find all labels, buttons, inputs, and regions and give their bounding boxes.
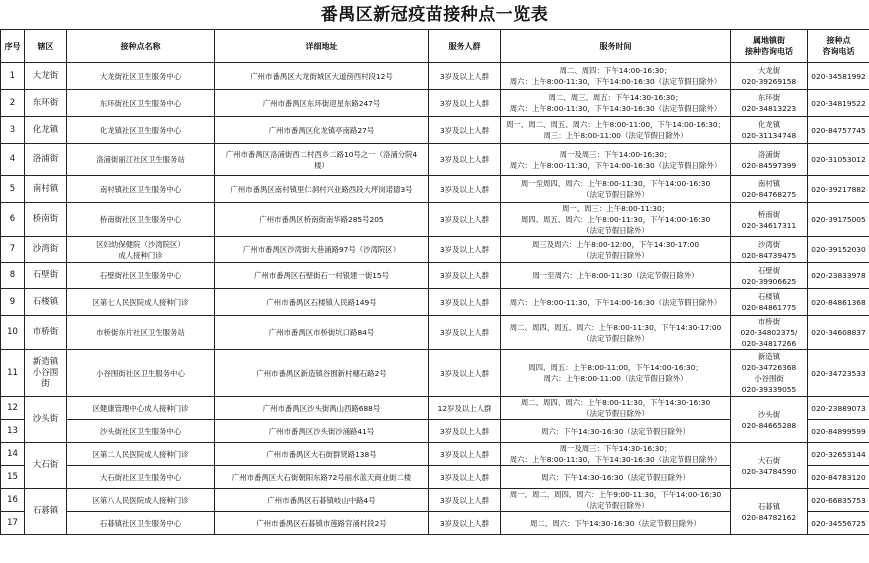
service-time-cell-line: 周六：下午14:30-16:30（法定节假日除外） <box>541 472 690 482</box>
service-time-cell-line: 周六：上午8:00-11:30，下午14:30-16:30（法定节假日除外） <box>509 455 722 464</box>
local-contact-cell-line: 020-34726368 <box>741 363 797 372</box>
local-contact-cell-line: 020-34817266 <box>741 339 797 348</box>
row-number: 1 <box>1 63 25 90</box>
address-cell-line: 广州市番禺区大龙街城区大道傍西村段12号 <box>250 71 393 81</box>
local-contact-cell-line: 020-39339055 <box>741 385 797 394</box>
row-number: 12 <box>1 397 25 420</box>
site-name-cell <box>67 90 215 117</box>
address-cell-line: 广州市番禺区石楼镇人民路149号 <box>266 297 377 307</box>
area-cell-line: 小谷围 <box>32 367 59 378</box>
area-cell <box>25 316 67 350</box>
service-time-cell-line: （法定节假日除外） <box>582 226 649 235</box>
site-name-cell <box>67 466 215 489</box>
local-contact-cell <box>731 316 808 350</box>
service-time-cell-line: 周一、周三：上午8:00-11:30； <box>561 204 670 213</box>
service-time-cell-line: 周六：上午8:00-11:30，下午14:00-16:30（法定节假日除外） <box>509 160 722 170</box>
service-time-cell-line: 周一及周三：下午14:30-16:30； <box>559 444 672 453</box>
site-name-cell <box>67 144 215 176</box>
table-row <box>1 397 869 420</box>
local-contact-cell-line: 020-34813223 <box>741 104 797 113</box>
row-number: 13 <box>1 420 25 443</box>
row-number: 5 <box>1 176 25 203</box>
area-cell <box>25 350 67 397</box>
header-tel-line: 接种点 <box>826 36 851 45</box>
site-name-cell-line: 区第八人民医院成人接种门诊 <box>92 495 189 505</box>
local-contact-cell <box>731 117 808 144</box>
site-name-cell <box>67 420 215 443</box>
service-time-cell <box>501 512 731 535</box>
site-name-cell <box>67 512 215 535</box>
local-contact-cell <box>731 397 808 443</box>
table-row <box>1 443 869 466</box>
site-phone-cell: 020-31053012 <box>808 144 869 176</box>
table-row <box>1 289 869 316</box>
local-contact-cell-line: 化龙镇 <box>757 120 781 129</box>
row-number: 4 <box>1 144 25 176</box>
service-time-cell-line: 周二、周六：下午14:30-16:30（法定节假日除外） <box>530 518 701 528</box>
area-cell-line: 化龙镇 <box>32 124 59 135</box>
header-row <box>1 30 869 63</box>
address-cell <box>215 144 429 176</box>
area-cell-line: 石楼镇 <box>32 296 59 307</box>
address-cell <box>215 203 429 237</box>
address-cell-line: 广州市番禺区新造镇谷围新村穗石路2号 <box>256 368 387 378</box>
service-time-cell-line: 周一至周四、周六：上午8:00-11:30，下午14:00-16:30 <box>520 179 711 188</box>
service-group-cell: 12岁及以上人群 <box>429 397 501 420</box>
local-contact-cell <box>731 90 808 117</box>
area-cell-line: 石碁镇 <box>32 506 59 516</box>
site-name-cell-line: 区健康管理中心成人接种门诊 <box>92 403 189 413</box>
area-cell-line: 南村镇 <box>32 183 59 194</box>
row-number: 15 <box>1 466 25 489</box>
local-contact-cell-line: 桥南街 <box>757 209 781 219</box>
service-time-cell-line: 周四、周五：上午8:00-11:00，下午14:00-16:30； <box>528 363 703 372</box>
service-group-cell: 3岁及以上人群 <box>429 63 501 90</box>
address-cell <box>215 237 429 263</box>
address-cell-line: 广州市番禺区大石街群贤路138号 <box>266 449 377 459</box>
local-contact-cell-line: 020-84768275 <box>741 190 797 199</box>
header-address: 详细地址 <box>215 30 429 63</box>
local-contact-cell-line: 020-84782162 <box>741 512 797 522</box>
site-phone-cell: 020-39152030 <box>808 237 869 263</box>
table-row <box>1 176 869 203</box>
service-time-cell-line: （法定节假日除外） <box>582 250 649 260</box>
area-cell-line: 大石街 <box>32 460 59 470</box>
service-time-cell <box>501 117 731 144</box>
local-contact-cell-line: 020-34784590 <box>741 466 797 476</box>
area-cell-line: 沙湾街 <box>32 244 59 254</box>
site-name-cell-line: 大龙街社区卫生服务中心 <box>99 71 182 81</box>
table-row <box>1 117 869 144</box>
local-contact-cell-line: 南村镇 <box>757 179 781 188</box>
row-number: 7 <box>1 237 25 263</box>
address-cell-line: 广州市番禺区石壁街石一村银建一街15号 <box>253 271 390 280</box>
site-name-cell <box>67 316 215 350</box>
service-group-cell: 3岁及以上人群 <box>429 420 501 443</box>
table-row <box>1 316 869 350</box>
site-name-cell-line: 东环街社区卫生服务中心 <box>99 98 182 108</box>
local-contact-cell-line: 大龙街 <box>757 66 781 75</box>
local-contact-cell-line: 020-84597399 <box>741 160 797 170</box>
site-name-cell-line: 成人接种门诊 <box>118 250 163 260</box>
address-cell-line: 楼） <box>314 160 329 170</box>
site-phone-cell: 020-84861368 <box>808 289 869 316</box>
header-contact-line: 属地镇街 <box>753 36 785 45</box>
area-cell <box>25 203 67 237</box>
local-contact-cell-line: 020-84665288 <box>741 420 797 430</box>
header-tel <box>808 30 869 63</box>
service-group-cell: 3岁及以上人群 <box>429 489 501 512</box>
local-contact-cell-line: 020-39906625 <box>741 276 797 286</box>
site-phone-cell: 020-32653144 <box>808 443 869 466</box>
table-row <box>1 350 869 397</box>
site-phone-cell: 020-23889073 <box>808 397 869 420</box>
site-phone-cell: 020-34608837 <box>808 316 869 350</box>
local-contact-cell <box>731 63 808 90</box>
local-contact-cell <box>731 350 808 397</box>
site-name-cell <box>67 397 215 420</box>
header-tel-line: 咨询电话 <box>822 47 855 56</box>
local-contact-cell-line: 沙头街 <box>757 409 781 419</box>
address-cell <box>215 176 429 203</box>
site-name-cell-line: 石壁街社区卫生服务中心 <box>99 271 182 280</box>
local-contact-cell-line: 沙湾街 <box>757 239 781 249</box>
site-phone-cell: 020-84899599 <box>808 420 869 443</box>
address-cell <box>215 420 429 443</box>
row-number: 14 <box>1 443 25 466</box>
address-cell-line: 广州市番禺区石碁镇岐山中路4号 <box>267 495 376 505</box>
address-cell-line: 广州市番禺区沙头街沙涌路41号 <box>268 426 375 436</box>
area-cell <box>25 489 67 535</box>
site-name-cell <box>67 176 215 203</box>
address-cell <box>215 63 429 90</box>
local-contact-cell-line: 020-84739475 <box>741 250 797 260</box>
local-contact-cell-line: 020-34617311 <box>741 220 797 230</box>
service-time-cell-line: （法定节假日除外） <box>582 501 649 510</box>
local-contact-cell-line: 石壁街 <box>757 265 781 275</box>
service-time-cell-line: 周二、周四、周五、周六：上午8:00-11:30，下午14:30-17:00 <box>509 322 722 332</box>
site-name-cell <box>67 489 215 512</box>
service-time-cell <box>501 316 731 350</box>
site-phone-cell: 020-84783120 <box>808 466 869 489</box>
site-name-cell <box>67 263 215 289</box>
service-time-cell <box>501 420 731 443</box>
site-name-cell <box>67 117 215 144</box>
address-cell-line: 广州市番禺区洛浦街西二村西乡二路10号之一（洛涌分院4 <box>225 149 418 159</box>
site-name-cell-line: 洛浦街丽江社区卫生服务站 <box>96 155 185 164</box>
local-contact-cell-line: 020-84861775 <box>741 303 797 312</box>
site-phone-cell: 020-84757745 <box>808 117 869 144</box>
local-contact-cell-line: 020-39269158 <box>741 77 797 86</box>
site-phone-cell: 020-34581992 <box>808 63 869 90</box>
local-contact-cell-line: 洛浦街 <box>757 149 781 159</box>
service-time-cell-line: 周二、周四：下午14:00-16:30； <box>559 66 672 75</box>
site-name-cell-line: 区妇幼保健院（沙湾院区） <box>96 239 185 249</box>
area-cell <box>25 144 67 176</box>
vaccination-sites-table <box>0 29 869 535</box>
header-group: 服务人群 <box>429 30 501 63</box>
local-contact-cell-line: 市桥街 <box>757 317 781 326</box>
address-cell-line: 广州市番禺区桥南街南华路285号205 <box>259 215 384 224</box>
header-time: 服务时间 <box>501 30 731 63</box>
site-name-cell-line: 石碁镇社区卫生服务中心 <box>99 518 182 528</box>
site-name-cell <box>67 350 215 397</box>
row-number: 3 <box>1 117 25 144</box>
site-name-cell-line: 市桥街东片社区卫生服务站 <box>96 328 185 337</box>
local-contact-cell <box>731 289 808 316</box>
address-cell <box>215 443 429 466</box>
service-time-cell-line: （法定节假日除外） <box>582 190 649 199</box>
service-group-cell: 3岁及以上人群 <box>429 117 501 144</box>
header-contact <box>731 30 808 63</box>
address-cell <box>215 263 429 289</box>
row-number: 11 <box>1 350 25 397</box>
address-cell-line: 广州市番禺区化龙镇亭南路27号 <box>268 125 375 135</box>
address-cell <box>215 512 429 535</box>
service-group-cell: 3岁及以上人群 <box>429 289 501 316</box>
service-group-cell: 3岁及以上人群 <box>429 176 501 203</box>
service-time-cell-line: 周六：上午8:00-11:00（法定节假日除外） <box>543 374 688 383</box>
address-cell <box>215 316 429 350</box>
site-name-cell <box>67 289 215 316</box>
service-group-cell: 3岁及以上人群 <box>429 263 501 289</box>
local-contact-cell-line: 小谷围街 <box>754 374 784 383</box>
local-contact-cell-line: 新造镇 <box>757 352 781 361</box>
area-cell <box>25 90 67 117</box>
table-row <box>1 90 869 117</box>
address-cell-line: 广州市番禺区东环街迎星东路247号 <box>262 98 381 108</box>
service-time-cell <box>501 397 731 420</box>
local-contact-cell-line: 东环街 <box>757 93 781 102</box>
area-cell-line: 街 <box>41 378 50 389</box>
area-cell-line: 洛浦街 <box>32 154 59 164</box>
service-time-cell <box>501 289 731 316</box>
service-time-cell-line: 周一及周三：下午14:00-16:30； <box>559 149 672 159</box>
service-group-cell: 3岁及以上人群 <box>429 237 501 263</box>
service-time-cell-line: 周一、周二、周四、周六：上午9:00-11:30，下午14:00-16:30 <box>509 490 722 499</box>
site-name-cell <box>67 63 215 90</box>
area-cell-line: 沙头街 <box>32 414 59 424</box>
table-row <box>1 263 869 289</box>
table-row <box>1 237 869 263</box>
address-cell <box>215 117 429 144</box>
area-cell <box>25 263 67 289</box>
area-cell <box>25 63 67 90</box>
address-cell-line: 广州市番禺区南村镇里仁洞村兴业路西段大坪岗诺德3号 <box>230 184 413 194</box>
area-cell-line: 新造镇 <box>32 356 59 367</box>
row-number: 2 <box>1 90 25 117</box>
local-contact-cell <box>731 176 808 203</box>
service-time-cell-line: 周三：上午8:00-11:00（法定节假日除外） <box>543 131 688 140</box>
site-name-cell-line: 南村镇社区卫生服务中心 <box>99 184 182 194</box>
area-cell-line: 市桥街 <box>32 327 59 337</box>
row-number: 9 <box>1 289 25 316</box>
local-contact-cell <box>731 263 808 289</box>
local-contact-cell-line: 石楼镇 <box>757 292 781 301</box>
service-time-cell <box>501 63 731 90</box>
service-time-cell <box>501 263 731 289</box>
service-time-cell <box>501 443 731 466</box>
area-cell <box>25 117 67 144</box>
site-phone-cell: 020-34819522 <box>808 90 869 117</box>
service-time-cell <box>501 237 731 263</box>
site-name-cell-line: 化龙镇社区卫生服务中心 <box>99 125 182 135</box>
site-name-cell <box>67 443 215 466</box>
local-contact-cell-line: 020-31134748 <box>741 131 797 140</box>
table-row <box>1 63 869 90</box>
site-name-cell-line: 区第七人民医院成人接种门诊 <box>92 297 189 307</box>
service-time-cell-line: 周二、周四、周六：上午8:00-11:30，下午14:30-16:30 <box>520 398 711 407</box>
table-row <box>1 203 869 237</box>
area-cell-line: 桥南街 <box>32 214 59 224</box>
local-contact-cell <box>731 203 808 237</box>
row-number: 6 <box>1 203 25 237</box>
service-time-cell-line: 周六：上午8:00-11:30，下午14:00-16:30（法定节假日除外） <box>509 297 722 307</box>
address-cell <box>215 350 429 397</box>
service-time-cell <box>501 176 731 203</box>
row-number: 8 <box>1 263 25 289</box>
address-cell <box>215 289 429 316</box>
service-time-cell-line: 周六：上午8:00-11:30，下午14:30-16:30（法定节假日除外） <box>509 104 722 113</box>
service-time-cell-line: 周一至周六：上午8:00-11:30（法定节假日除外） <box>532 271 699 280</box>
address-cell-line: 广州市番禺区大石街朝阳东路72号丽水蓝天商业街二楼 <box>231 472 412 482</box>
service-time-cell <box>501 144 731 176</box>
service-time-cell-line: 周二、周三、周五：下午14:30-16:30； <box>548 93 683 102</box>
service-time-cell-line: 周一、周二、周五、周六：上午8:00-11:00，下午14:00-16:30； <box>506 120 725 129</box>
service-group-cell: 3岁及以上人群 <box>429 350 501 397</box>
area-cell-line: 大龙街 <box>32 70 59 81</box>
address-cell-line: 广州市番禺区沙头街禺山西路688号 <box>262 403 381 413</box>
service-group-cell: 3岁及以上人群 <box>429 144 501 176</box>
page-title: 番禺区新冠疫苗接种点一览表 <box>320 5 549 25</box>
site-name-cell-line: 区第二人民医院成人接种门诊 <box>92 449 189 459</box>
area-cell <box>25 397 67 443</box>
address-cell <box>215 466 429 489</box>
area-cell <box>25 176 67 203</box>
site-phone-cell: 020-23833978 <box>808 263 869 289</box>
site-name-cell-line: 大石街社区卫生服务中心 <box>99 472 182 482</box>
header-contact-line: 接种咨询电话 <box>745 47 793 56</box>
site-name-cell-line: 桥南街社区卫生服务中心 <box>99 215 182 224</box>
address-cell <box>215 90 429 117</box>
service-group-cell: 3岁及以上人群 <box>429 90 501 117</box>
service-time-cell <box>501 90 731 117</box>
area-cell <box>25 289 67 316</box>
site-name-cell-line: 沙头街社区卫生服务中心 <box>99 426 182 436</box>
address-cell <box>215 489 429 512</box>
service-group-cell: 3岁及以上人群 <box>429 443 501 466</box>
service-time-cell-line: 周三及周六：上午8:00-12:00，下午14:30-17:00 <box>531 239 700 249</box>
address-cell <box>215 397 429 420</box>
area-cell <box>25 443 67 489</box>
area-cell <box>25 237 67 263</box>
header-site: 接种点名称 <box>67 30 215 63</box>
table-body <box>1 63 869 535</box>
service-time-cell-line: 周四、周五、周六：上午8:00-11:30，下午14:00-16:30 <box>520 215 711 224</box>
service-time-cell-line: （法定节假日除外） <box>582 333 649 343</box>
table-row <box>1 144 869 176</box>
local-contact-cell <box>731 237 808 263</box>
row-number: 10 <box>1 316 25 350</box>
site-phone-cell: 020-66835753 <box>808 489 869 512</box>
service-time-cell-line: （法定节假日除外） <box>582 409 649 418</box>
service-group-cell: 3岁及以上人群 <box>429 316 501 350</box>
local-contact-cell <box>731 489 808 535</box>
header-no: 序号 <box>1 30 25 63</box>
site-name-cell-line: 小谷围街社区卫生服务中心 <box>96 368 185 378</box>
service-time-cell <box>501 350 731 397</box>
address-cell-line: 广州市番禺区市桥街坑口路84号 <box>268 328 375 337</box>
area-cell-line: 东环街 <box>32 97 59 108</box>
site-phone-cell: 020-34556725 <box>808 512 869 535</box>
site-name-cell <box>67 237 215 263</box>
table-row <box>1 489 869 512</box>
row-number: 17 <box>1 512 25 535</box>
header-area: 辖区 <box>25 30 67 63</box>
site-name-cell <box>67 203 215 237</box>
site-phone-cell: 020-34723533 <box>808 350 869 397</box>
area-cell-line: 石壁街 <box>32 270 59 280</box>
site-phone-cell: 020-39175005 <box>808 203 869 237</box>
service-group-cell: 3岁及以上人群 <box>429 512 501 535</box>
site-phone-cell: 020-39217882 <box>808 176 869 203</box>
local-contact-cell-line: 020-34802375/ <box>740 328 798 337</box>
service-time-cell-line: 周六：下午14:30-16:30（法定节假日除外） <box>541 426 690 436</box>
address-cell-line: 广州市番禺区沙湾街大巷涌路97号（沙湾院区） <box>242 245 401 254</box>
service-time-cell <box>501 466 731 489</box>
address-cell-line: 广州市番禺区石碁镇市莲路官涌村段2号 <box>256 518 387 528</box>
service-group-cell: 3岁及以上人群 <box>429 203 501 237</box>
service-group-cell: 3岁及以上人群 <box>429 466 501 489</box>
row-number: 16 <box>1 489 25 512</box>
local-contact-cell <box>731 144 808 176</box>
local-contact-cell <box>731 443 808 489</box>
local-contact-cell-line: 大石街 <box>757 455 781 465</box>
service-time-cell-line: 周六：上午8:00-11:30，下午14:00-16:30（法定节假日除外） <box>509 77 722 86</box>
service-time-cell <box>501 203 731 237</box>
service-time-cell <box>501 489 731 512</box>
local-contact-cell-line: 石碁镇 <box>757 501 781 511</box>
